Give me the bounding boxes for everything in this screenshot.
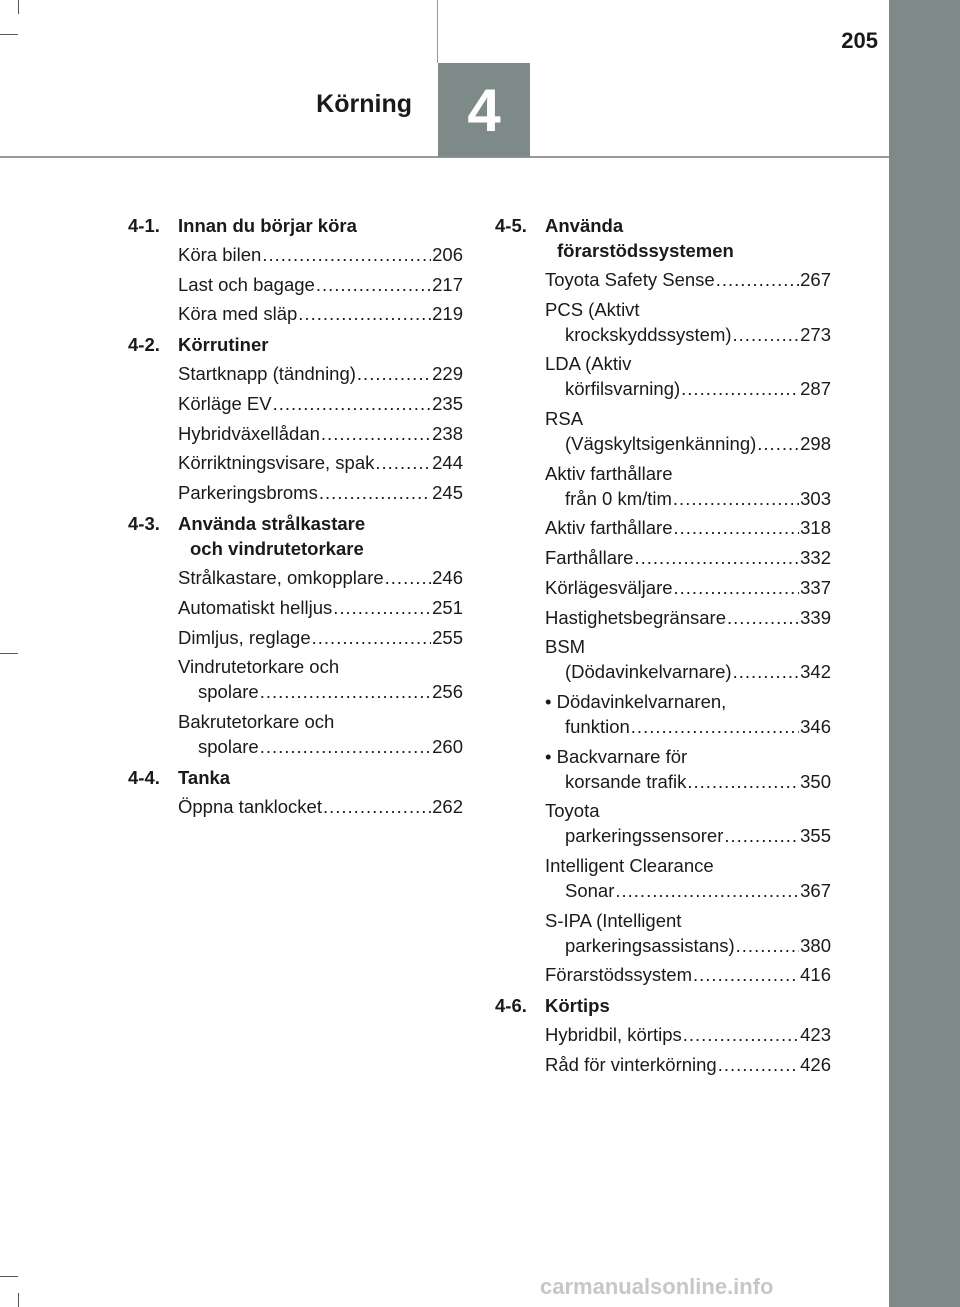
toc-entry-page: 246 [432, 567, 463, 589]
toc-entry-title: Last och bagage [178, 273, 315, 295]
section-title-line: Tanka [178, 766, 231, 788]
section-number: 4-3. [128, 513, 160, 535]
toc-entry-title: Köra med släp [178, 303, 298, 325]
toc-entry[interactable] [495, 634, 831, 684]
toc-entry-first-line: Vindrutetorkare och [178, 656, 340, 678]
toc-entry-first-line: PCS (Aktivt [545, 298, 640, 320]
dot-leader [333, 595, 431, 620]
toc-entry-page: 350 [800, 770, 831, 792]
toc-entry-first-line: • Backvarnare för [545, 745, 688, 767]
toc-entry[interactable] [495, 1022, 831, 1047]
toc-entry-page: 235 [432, 393, 463, 415]
toc-section [495, 993, 831, 1077]
toc-entry-first-line: Aktiv farthållare [545, 462, 673, 484]
toc-entry-first-line: Toyota [545, 800, 600, 822]
dot-leader [724, 823, 799, 848]
toc-entry-title: Startknapp (tändning) [178, 363, 356, 385]
toc-entry-page: 355 [800, 825, 831, 847]
toc-entry-page: 217 [432, 273, 463, 295]
dot-leader [733, 322, 800, 347]
toc-column-left [128, 213, 463, 825]
dot-leader [298, 301, 431, 326]
section-title-line: Körrutiner [178, 334, 269, 356]
dot-leader [674, 515, 800, 540]
toc-entry-title: Hybridväxellådan [178, 422, 320, 444]
toc-entry-page: 206 [432, 244, 463, 265]
toc-entry[interactable] [128, 625, 463, 650]
section-number: 4-6. [495, 995, 527, 1017]
toc-entry-first-line: • Dödavinkelvarnaren, [545, 690, 727, 712]
toc-entry[interactable] [495, 351, 831, 401]
toc-entry[interactable] [495, 545, 831, 570]
toc-entry[interactable] [495, 689, 831, 739]
toc-entry-title: Körlägesväljare [545, 576, 673, 598]
toc-entry-first-line: RSA [545, 408, 584, 430]
toc-entry-page: 287 [800, 378, 831, 400]
toc-entry-title: Körriktningsvisare, spak [178, 452, 375, 474]
page-number: 205 [841, 28, 878, 53]
toc-entry[interactable] [128, 301, 463, 326]
dot-leader [681, 376, 799, 401]
toc-entry-page: 245 [432, 482, 463, 504]
toc-entry[interactable] [128, 391, 463, 416]
toc-entry[interactable] [128, 361, 463, 386]
toc-entry[interactable] [495, 853, 831, 903]
toc-entry-title: krockskyddssystem) [565, 323, 732, 345]
toc-entry-first-line: S-IPA (Intelligent [545, 909, 682, 931]
dot-leader [323, 794, 431, 819]
toc-entry[interactable] [495, 515, 831, 540]
section-title-line: Innan du börjar köra [178, 215, 357, 236]
toc-entry-title: Dimljus, reglage [178, 626, 311, 648]
toc-entry-page: 380 [800, 934, 831, 956]
watermark: carmanualsonline.info [540, 1274, 774, 1299]
toc-entry-title: Öppna tanklocket [178, 795, 322, 817]
dot-leader [316, 272, 431, 297]
dot-leader [687, 769, 799, 794]
toc-entry-page: 303 [800, 487, 831, 509]
dot-leader [718, 1052, 799, 1077]
section-title-line: Använda [545, 215, 624, 236]
toc-entry-title: Förarstödssystem [545, 964, 693, 986]
toc-section [495, 213, 831, 987]
toc-entry-page: 416 [800, 964, 831, 986]
dot-leader [757, 431, 799, 456]
dot-leader [727, 605, 799, 630]
dot-leader [733, 659, 800, 684]
toc-entry-page: 426 [800, 1054, 831, 1075]
section-heading [128, 765, 463, 790]
toc-entry-page: 423 [800, 1024, 831, 1046]
dot-leader [634, 545, 799, 570]
toc-entry-page: 251 [432, 596, 463, 618]
toc-entry[interactable] [128, 450, 463, 475]
toc-entry-first-line: Bakrutetorkare och [178, 710, 335, 732]
chapter-title: Körning [316, 90, 412, 118]
dot-leader [321, 421, 431, 446]
toc-entry[interactable] [128, 595, 463, 620]
toc-entry-title: körfilsvarning) [565, 378, 681, 400]
toc-entry-title: från 0 km/tim [565, 487, 672, 509]
toc-entry-title: (Dödavinkelvarnare) [565, 661, 732, 683]
toc-entry-title: parkeringssensorer [565, 825, 724, 847]
toc-entry-title: Aktiv farthållare [545, 517, 673, 539]
toc-entry-first-line: Intelligent Clearance [545, 854, 714, 876]
toc-entry[interactable] [128, 709, 463, 759]
toc-entry[interactable] [128, 565, 463, 590]
toc-entry[interactable] [495, 798, 831, 848]
dot-leader [631, 714, 799, 739]
toc-entry-title: Hybridbil, körtips [545, 1024, 682, 1046]
toc-entry[interactable] [128, 272, 463, 297]
section-title [178, 213, 463, 238]
section-title [178, 511, 463, 561]
toc-entry[interactable] [495, 605, 831, 630]
section-number: 4-5. [495, 215, 527, 236]
dot-leader [673, 486, 799, 511]
toc-entry-title: Farthållare [545, 547, 634, 569]
toc-entry-title: Köra bilen [178, 244, 262, 265]
toc-entry-page: 367 [800, 879, 831, 901]
toc-section [128, 511, 463, 759]
toc-entry-title: funktion [565, 715, 630, 737]
dot-leader [674, 575, 800, 600]
toc-entry-title: Toyota Safety Sense [545, 269, 715, 290]
dot-leader [716, 267, 799, 292]
toc-entry-first-line: LDA (Aktiv [545, 353, 632, 375]
toc-entry-page: 267 [800, 269, 831, 290]
section-heading [128, 332, 463, 357]
section-number: 4-2. [128, 334, 160, 356]
dot-leader [312, 625, 431, 650]
toc-entry-title: Sonar [565, 879, 615, 901]
toc-entry-page: 332 [800, 547, 831, 569]
toc-entry[interactable] [128, 794, 463, 819]
toc-entry-title: Hastighetsbegränsare [545, 606, 726, 628]
toc-section [128, 765, 463, 819]
toc-entry-title: spolare [198, 735, 259, 757]
dot-leader [357, 361, 431, 386]
toc-entry-page: 339 [800, 606, 831, 628]
toc-entry[interactable] [495, 962, 831, 987]
toc-entry-title: parkeringsassistans) [565, 934, 735, 956]
toc-entry-page: 273 [800, 323, 831, 345]
toc-entry-page: 219 [432, 303, 463, 325]
dot-leader [319, 480, 431, 505]
dot-leader [260, 679, 431, 704]
toc-entry-title: korsande trafik [565, 770, 687, 792]
toc-entry-page: 337 [800, 576, 831, 598]
toc-entry-page: 244 [432, 452, 463, 474]
toc-entry[interactable] [495, 908, 831, 958]
toc-entry[interactable] [495, 744, 831, 794]
toc-entry-page: 229 [432, 363, 463, 385]
toc-section [128, 213, 463, 326]
section-title [178, 332, 463, 357]
section-title [178, 765, 463, 790]
toc-column-right [495, 213, 831, 1083]
dot-leader [262, 242, 431, 267]
dot-leader [693, 962, 799, 987]
dot-leader [615, 878, 799, 903]
toc-entry[interactable] [128, 242, 463, 267]
toc-entry-page: 256 [432, 681, 463, 703]
toc-entry-page: 318 [800, 517, 831, 539]
toc-entry[interactable] [128, 654, 463, 704]
toc-entry-title: (Vägskyltsigenkänning) [565, 433, 757, 455]
section-title [545, 213, 831, 263]
toc-entry-first-line: BSM [545, 636, 586, 658]
toc-entry-page: 238 [432, 422, 463, 444]
chapter-side-tab [889, 0, 960, 1307]
section-heading [128, 213, 463, 238]
section-heading [495, 993, 831, 1018]
dot-leader [385, 565, 431, 590]
dot-leader [375, 450, 431, 475]
toc-entry-page: 260 [432, 735, 463, 757]
section-number: 4-4. [128, 766, 160, 788]
dot-leader [273, 391, 432, 416]
dot-leader [260, 734, 431, 759]
section-title [545, 993, 831, 1018]
header-divider-vertical [437, 0, 438, 63]
dot-leader [736, 933, 799, 958]
section-title-line: och vindrutetorkare [190, 538, 364, 560]
section-heading [128, 511, 463, 561]
toc-entry[interactable] [128, 421, 463, 446]
toc-entry[interactable] [495, 406, 831, 456]
toc-entry-title: Automatiskt helljus [178, 596, 333, 618]
section-title-line: förarstödssystemen [557, 240, 734, 261]
section-title-line: Körtips [545, 995, 610, 1017]
toc-entry-title: Körläge EV [178, 393, 272, 415]
toc-entry-title: spolare [198, 681, 259, 703]
toc-entry[interactable] [495, 1052, 831, 1077]
toc-entry[interactable] [495, 461, 831, 511]
toc-entry-title: Råd för vinterkörning [545, 1054, 717, 1075]
chapter-number: 4 [467, 76, 501, 144]
toc-entry-page: 342 [800, 661, 831, 683]
toc-entry-title: Strålkastare, omkopplare [178, 567, 384, 589]
toc-entry[interactable] [495, 297, 831, 347]
toc-section [128, 332, 463, 505]
toc-entry-page: 298 [800, 433, 831, 455]
toc-entry-page: 346 [800, 715, 831, 737]
toc-entry[interactable] [495, 267, 831, 292]
section-title-line: Använda strålkastare [178, 513, 366, 535]
toc-entry[interactable] [495, 575, 831, 600]
chapter-number-box [438, 63, 530, 157]
toc-entry-title: Parkeringsbroms [178, 482, 318, 504]
dot-leader [683, 1022, 799, 1047]
toc-entry[interactable] [128, 480, 463, 505]
toc-entry-page: 262 [432, 795, 463, 817]
section-number: 4-1. [128, 215, 160, 236]
section-heading [495, 213, 831, 263]
toc-entry-page: 255 [432, 626, 463, 648]
